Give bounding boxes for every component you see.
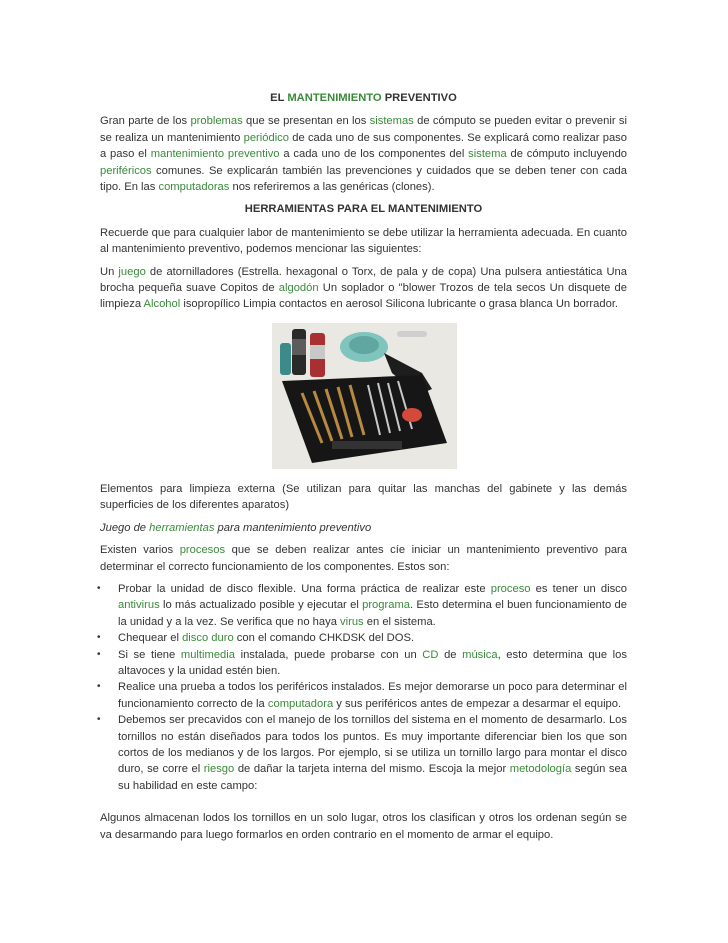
link-musica[interactable]: música (462, 648, 498, 661)
link-procesos[interactable]: procesos (179, 544, 226, 557)
tools-list-paragraph: Un juego de atornilladores (Estrella. hexagonal o Torx, de pala y de copa) Una pulsera antiestática Una brocha pequeña suave Copitos de algodón Un soplador o "blower Trozos de tela secos Un disquete de limpieza Alcohol isopropílico Limpia contactos en aerosol Silicona lubricante o grasa blanca Un borrador. (100, 265, 627, 311)
cleaning-caption: Elementos para limpieza externa (Se utilizan para quitar las manchas del gabinete y las demás superficies de los diferentes aparatos) (100, 482, 627, 512)
processes-paragraph: Existen varios procesos que se deben realizar antes cíe iniciar un mantenimiento preventivo para determinar el correcto funcionamiento de los componentes. Estos son: (100, 544, 628, 573)
bullet-icon: • (97, 681, 101, 693)
link-proceso[interactable]: proceso (490, 582, 531, 595)
page-title: EL MANTENIMIENTO PREVENTIVO (270, 92, 457, 104)
link-computadoras[interactable]: computadoras (158, 181, 230, 194)
toolkit-illustration (272, 323, 457, 469)
list-item: • Realice una prueba a todos los periféricos instalados. Es mejor demorarse un poco para determinar el funcionamiento correcto de la computadora y sus periféricos antes de empezar a desarmar el equipo. (97, 681, 627, 710)
link-juego[interactable]: juego (118, 265, 146, 278)
toolkit-photo (272, 323, 457, 469)
link-disco-duro[interactable]: disco duro (182, 632, 234, 645)
bullet-icon: • (97, 648, 101, 660)
list-item: • Probar la unidad de disco flexible. Una forma práctica de realizar este proceso es tener un disco antivirus lo más actualizado posible y ejecutar el programa. Esto determina el buen funcionamiento de la unidad y a la vez. Se verifica que no haya virus en el sistema. (97, 582, 627, 628)
link-multimedia[interactable]: multimedia (180, 648, 235, 661)
list-item: • Si se tiene multimedia instalada, puede probarse con un CD de música, esto determina que los altavoces y la unidad estén bien. (97, 648, 627, 677)
bullet-icon: • (97, 582, 101, 594)
link-programa[interactable]: programa (362, 599, 410, 612)
tools-intro-paragraph: Recuerde que para cualquier labor de mantenimiento se debe utilizar la herramienta adecuada. En cuanto al mantenimiento preventivo, podemos mencionar las siguientes: (100, 226, 627, 256)
link-mantenimiento[interactable]: MANTENIMIENTO (287, 92, 382, 104)
link-alcohol[interactable]: Alcohol (143, 298, 181, 311)
link-problemas[interactable]: problemas (190, 115, 243, 128)
list-item: • Debemos ser precavidos con el manejo de los tornillos del sistema en el momento de desarmarlo. Los tornillos no están diseñados para todos los puntos. Es muy importante diferenciar bien los que son cortos de los medianos y de los largos. Por ejemplo, si se utiliza un tornillo largo para montar el disco duro, se corre el riesgo de dañar la tarjeta interna del mismo. Escoja la mejor metodología según sea su habilidad en este campo: (97, 714, 627, 792)
closing-paragraph: Algunos almacenan lodos los tornillos en un solo lugar, otros los clasifican y otros los ordenan según se va desarmando para luego formarlos en orden contrario en el momento de armar el equipo. (100, 812, 627, 841)
link-metodologia[interactable]: metodología (509, 763, 572, 776)
link-sistema[interactable]: sistema (468, 148, 507, 161)
bullet-icon: • (97, 714, 101, 726)
list-item: • Chequear el disco duro con el comando CHKDSK del DOS. (100, 630, 627, 646)
link-periodico[interactable]: periódico (243, 131, 289, 144)
toolkit-caption: Juego de herramientas para mantenimiento preventivo (100, 521, 372, 534)
intro-paragraph: Gran parte de los problemas que se presentan en los sistemas de cómputo se pueden evitar o prevenir si se realiza un mantenimiento periódico de cada uno de sus componentes. Se explicará como realizar paso a paso el mantenimiento preventivo a cada uno de los componentes del sistema de cómputo incluyendo periféricos comunes. Se explicarán también las prevenciones y cuidados que se deben tener con cada tipo. En las computadoras nos referiremos a las genéricas (clones). (100, 115, 628, 194)
link-antivirus[interactable]: antivirus (118, 599, 160, 612)
link-sistemas[interactable]: sistemas (369, 115, 414, 128)
link-virus[interactable]: virus (340, 615, 364, 628)
link-cd[interactable]: CD (422, 648, 439, 661)
bullet-icon: • (97, 632, 101, 644)
link-computadora[interactable]: computadora (267, 697, 334, 710)
process-list (97, 581, 627, 794)
link-herramientas[interactable]: herramientas (149, 521, 215, 534)
link-algodon[interactable]: algodón (278, 282, 319, 295)
link-mantenimiento-preventivo[interactable]: mantenimiento preventivo (150, 148, 280, 161)
section-heading: HERRAMIENTAS PARA EL MANTENIMIENTO (244, 203, 483, 216)
link-perifericos[interactable]: periféricos (100, 164, 152, 177)
link-riesgo[interactable]: riesgo (203, 763, 235, 776)
document-page (97, 90, 628, 849)
